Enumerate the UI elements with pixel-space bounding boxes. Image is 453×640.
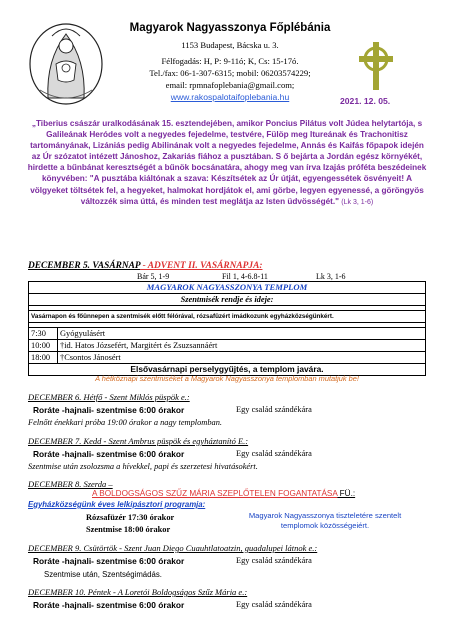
mass-intention: †Csontos Jánosért (58, 352, 426, 364)
gospel-quote-text: „Tiberius császár uralkodásának 15. esztendejében, amikor Poncius Pilátus volt Júdea helytartója, s Galileának Heródes volt a negyedes fejedelme, testvére, Fülöp meg Itureának és Trachonitisz tartományának, Lizániás pedig Abilinának volt a negyedes fejedelme, Annás és Kaifás főpapok idején az Úr szózatot intézett Jánoshoz, Zakariás fiához a pusztában. S ő bejárta a Jordán egész környékét, hirdette a bűnbánat keresztségét a bűnök bocsánatára, ahogy meg van írva Izajás próféta beszédeinek könyvében: "A pusztába kiáltónak a szava: Készítsétek az Úr útját, egyengessétek ösvényeit! A völgyeket töltsétek fel, a hegyeket, halmokat hordjátok el, ami görbe, legyen egyenessé, a göröngyös változzék sima úttá, és minden test meglátja az Isten üdvösségét." (27, 119, 427, 206)
mass-intention: Egy család szándékára (236, 600, 312, 609)
program-note: Magyarok Nagyasszonya tiszteletére szentelt templomok közösségeiért. (248, 511, 402, 530)
bulletin-date: 2021. 12. 05. (340, 96, 391, 106)
mass-intention: Egy család szándékára (236, 556, 312, 565)
day-title-dec9: DECEMBER 9. Csütörtök - Szent Juan Diego Cuauhtlatoatzin, guadalupei látnok e.: (28, 543, 318, 553)
table-row (29, 340, 426, 352)
office-hours: Félfogadás: H, P: 9-11ó; K, Cs: 15-17ó. (161, 56, 299, 66)
gospel-quote (25, 118, 429, 208)
mass-order-title: Szentmisék rendje és ideje: (29, 294, 426, 306)
mass-line-dec9: Roráte -hajnali- szentmise 6:00 órakor Egy család szándékára (33, 556, 312, 566)
program-title: Egyházközségünk éves lelkipásztori programja: (28, 500, 206, 509)
day-extra-dec9: Szentmise után, Szentségimádás. (44, 570, 162, 579)
feast-heading-dec8: A BOLDOGSÁGOS SZŰZ MÁRIA SZEPLŐTELEN FOGANTATÁSA FÜ.: (92, 489, 356, 498)
mass-intention: †id. Hatos Józsefért, Margitért és Zsuzsannáért (58, 340, 426, 352)
gospel-reference: (Lk 3, 1-6) (341, 198, 374, 206)
parish-phone: Tel./fax: 06-1-307-6315; mobil: 06203574229; (149, 68, 311, 78)
celtic-cross-icon (356, 40, 396, 92)
sunday-feast: - ADVENT II. VASÁRNAPJA: (140, 261, 263, 271)
collection-note: Elsővasárnapi perselygyűjtés, a templom javára. (29, 364, 426, 376)
mass-line-dec10: Roráte -hajnali- szentmise 6:00 órakor Egy család szándékára (33, 600, 312, 610)
mass-intention: Gyógyulásért (58, 328, 426, 340)
mass-line-dec6: Roráte -hajnali- szentmise 6:00 órakor Egy család szándékára (33, 405, 312, 415)
mass-time: 18:00 (29, 352, 58, 364)
mass-intention: Egy család szándékára (236, 405, 312, 414)
mass-intention: Egy család szándékára (236, 449, 312, 458)
program-mass: Szentmise 18:00 órakor (86, 525, 171, 534)
parish-title: Magyarok Nagyasszonya Főplébánia (129, 22, 331, 34)
table-row (29, 352, 426, 364)
day-extra-dec6: Felnőtt énekkari próba 19:00 órakor a nagy templomban. (28, 418, 222, 427)
day-title-dec10: DECEMBER 10. Péntek - A Loretói Boldogságos Szűz Mária e.: (28, 587, 248, 597)
program-rosary: Rózsafüzér 17:30 órakor (86, 513, 175, 522)
day-title-dec6: DECEMBER 6. Hétfő - Szent Miklós püspök e.: (28, 392, 190, 402)
mass-time: 7:30 (29, 328, 58, 340)
sunday-mass-table (28, 281, 426, 376)
weekday-notice: A hétköznapi szentmiséket a Magyarok Nagyasszonya templomban mutatjuk be! (95, 374, 359, 383)
rosary-note: Vasárnapon és főünnepen a szentmisék előtt félórával, rózsafüzért imádkozunk egyházközségünkért. (29, 311, 426, 323)
table-row (29, 328, 426, 340)
sunday-heading (28, 261, 262, 271)
feast-name: A BOLDOGSÁGOS SZŰZ MÁRIA SZEPLŐTELEN FOGANTATÁSA (92, 489, 338, 498)
day-title-dec7: DECEMBER 7. Kedd - Szent Ambrus püspök és egyháztanító E.: (28, 436, 249, 446)
day-title-dec8: DECEMBER 8. Szerda – (28, 479, 113, 489)
reading-gospel: Lk 3, 1-6 (316, 272, 346, 281)
madonna-logo-icon (26, 20, 106, 106)
sunday-date: DECEMBER 5. VASÁRNAP (28, 261, 141, 271)
mass-time: 10:00 (29, 340, 58, 352)
reading-second: Fil 1, 4-6.8-11 (222, 272, 268, 281)
parish-address: 1153 Budapest, Bácska u. 3. (181, 40, 279, 50)
church-name: MAGYAROK NAGYASSZONYA TEMPLOM (29, 282, 426, 294)
reading-first: Bár 5, 1-9 (137, 272, 170, 281)
mass-line-dec7: Roráte -hajnali- szentmise 6:00 órakor Egy család szándékára (33, 449, 312, 459)
parish-website-link[interactable]: www.rakospalotaifoplebania.hu (170, 92, 290, 102)
day-extra-dec7: Szentmise után zsolozsma a hívekkel, papi és szerzetesi hivatásokért. (28, 462, 258, 471)
parish-email: email: rpmnafoplebania@gmail.com; (165, 80, 295, 90)
